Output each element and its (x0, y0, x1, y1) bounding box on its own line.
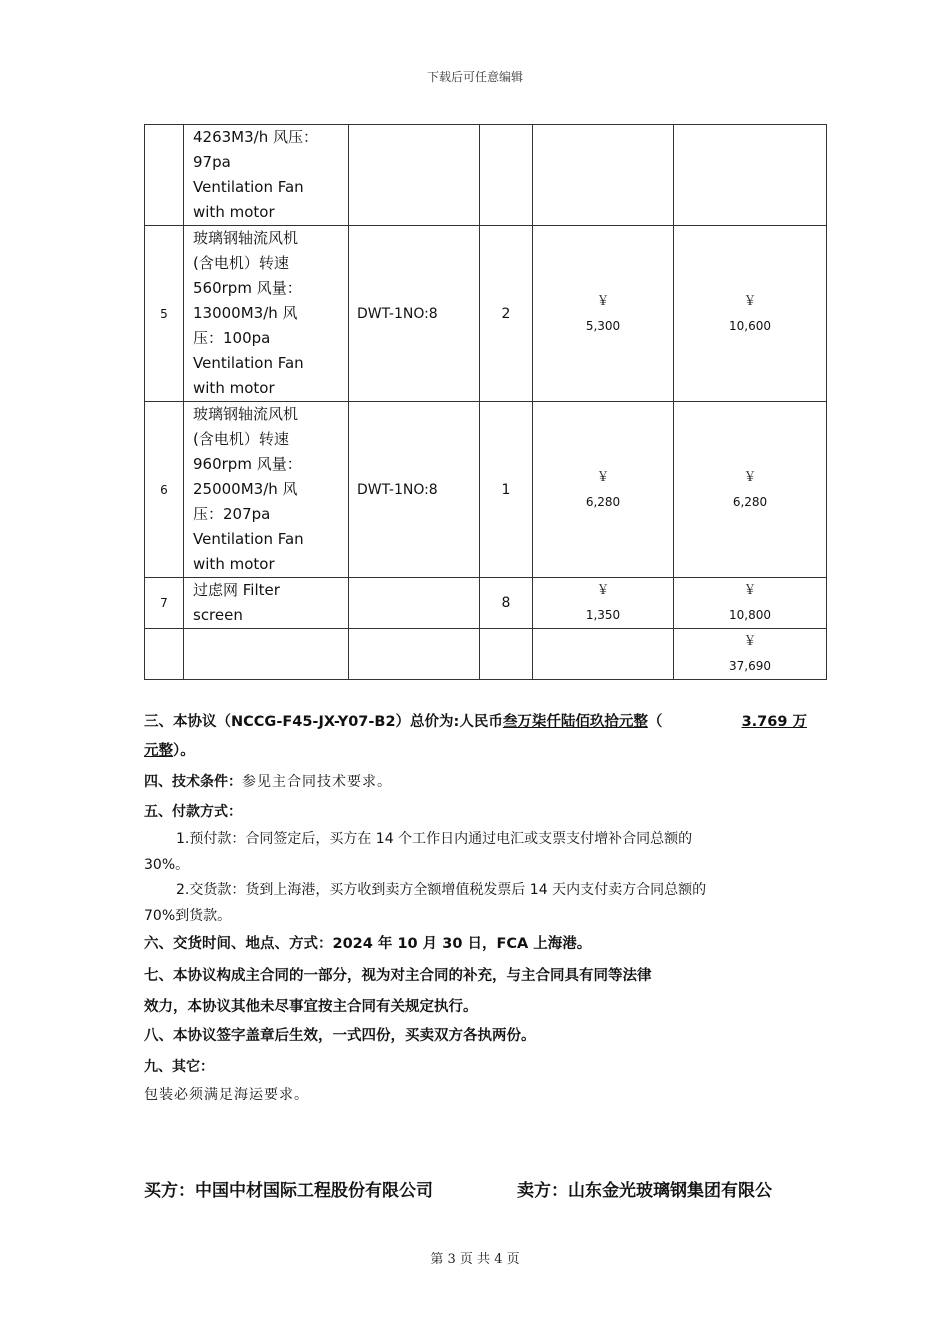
description-line: with motor (193, 203, 275, 221)
total-price: 10,800 (729, 608, 771, 622)
description-line: with motor (193, 555, 275, 573)
clause-3 (144, 708, 807, 766)
yen-symbol: ￥ (743, 583, 757, 598)
table-row (145, 226, 827, 402)
yen-symbol: ￥ (596, 583, 610, 598)
clause-3-amount-num: 3.769 万 (741, 714, 807, 730)
clause-8: 八、本协议签字盖章后生效，一式四份，买卖双方各执两份。 (144, 1028, 536, 1044)
yen-symbol: ￥ (596, 293, 610, 309)
cell-unit-price (533, 402, 674, 578)
total-price: 37,690 (729, 659, 771, 673)
description-line: 过虑网 Filter (193, 581, 280, 599)
item-no: 7 (160, 596, 168, 610)
buyer-signature: 买方：中国中材国际工程股份有限公司 (144, 1181, 433, 1201)
cell-item-no (145, 226, 184, 402)
description-line: screen (193, 606, 243, 624)
cell-item-no (145, 629, 184, 680)
unit-price: 1,350 (585, 608, 621, 622)
clause-4-label: 四、技术条件： (144, 774, 242, 790)
cell-description (184, 629, 349, 680)
description-line: 13000M3/h 风 (193, 304, 298, 322)
model: DWT-1NO:8 (357, 305, 438, 322)
cell-quantity (480, 578, 533, 629)
clause-4-text: 参见主合同技术要求。 (242, 774, 392, 790)
description-line: Ventilation Fan (193, 178, 304, 196)
clause-3-amount-unit: 元整 (144, 743, 173, 759)
description-line: Ventilation Fan (193, 354, 304, 372)
clause-5-item-2 (144, 877, 807, 929)
cell-quantity (480, 629, 533, 680)
clause-7-line-a: 七、本协议构成主合同的一部分，视为对主合同的补充，与主合同具有同等法律 (144, 968, 652, 984)
description-line: 960rpm 风量： (193, 455, 302, 473)
cell-model (349, 402, 480, 578)
description-line: 4263M3/h 风压： (193, 128, 318, 146)
cell-model (349, 629, 480, 680)
total-price: 10,600 (729, 318, 771, 333)
quantity: 8 (501, 595, 511, 611)
yen-symbol: ￥ (743, 634, 757, 649)
cell-unit-price (533, 629, 674, 680)
cell-total-price (674, 125, 827, 226)
page-header: 下载后可任意编辑 (426, 70, 523, 84)
quantity: 2 (501, 305, 511, 322)
yen-symbol: ￥ (743, 469, 757, 485)
description-line: 压：207pa (193, 505, 271, 523)
table-row (145, 402, 827, 578)
price-table (144, 124, 827, 680)
yen-symbol: ￥ (743, 293, 757, 309)
clause-3-amount-cn: 叁万柒仟陆佰玖拾元整 (502, 714, 648, 730)
description-line: 560rpm 风量： (193, 279, 302, 297)
clause-3-paren-open: （ (647, 714, 663, 730)
model: DWT-1NO:8 (357, 481, 438, 498)
description-line: 25000M3/h 风 (193, 480, 298, 498)
cell-description (184, 578, 349, 629)
cell-total-price (674, 629, 827, 680)
cell-unit-price (533, 578, 674, 629)
description-line: 玻璃钢轴流风机 (193, 229, 299, 247)
cell-unit-price (533, 125, 674, 226)
clause-5-item-2-line-b: 70%到货款。 (144, 908, 232, 924)
clause-7-line-b: 效力，本协议其他未尽事宜按主合同有关规定执行。 (144, 999, 478, 1015)
clause-5-item-1-line-a: 1.预付款：合同签定后，买方在 14 个工作日内通过电汇或支票支付增补合同总额的 (176, 831, 693, 847)
cell-total-price (674, 402, 827, 578)
description-line: 97pa (193, 153, 231, 171)
table-row (145, 578, 827, 629)
item-no: 5 (160, 306, 168, 321)
clause-9-label: 九、其它： (144, 1059, 214, 1075)
clause-5-label: 五、付款方式： (144, 804, 242, 820)
cell-item-no (145, 125, 184, 226)
clause-5-item-2-line-a: 2.交货款：货到上海港，买方收到卖方全额增值税发票后 14 天内支付卖方合同总额的 (176, 882, 707, 898)
description-line: with motor (193, 379, 275, 397)
clause-3-prefix: 三、本协议（NCCG-F45-JX-Y07-B2）总价为:人民币 (144, 714, 503, 730)
clause-5-item-1-line-b: 30%。 (144, 857, 190, 873)
clause-7 (144, 961, 807, 1023)
cell-description (184, 226, 349, 402)
cell-description (184, 402, 349, 578)
total-price: 6,280 (732, 494, 768, 509)
cell-model (349, 578, 480, 629)
cell-quantity (480, 226, 533, 402)
clause-6: 六、交货时间、地点、方式：2024 年 10 月 30 日，FCA 上海港。 (144, 936, 592, 952)
description-line: 玻璃钢轴流风机 (193, 405, 299, 423)
description-line: (含电机）转速 (193, 430, 289, 448)
cell-total-price (674, 226, 827, 402)
yen-symbol: ￥ (596, 469, 610, 485)
cell-model (349, 226, 480, 402)
unit-price: 6,280 (585, 494, 621, 509)
description-line: 压：100pa (193, 329, 271, 347)
clause-4 (144, 770, 807, 794)
cell-quantity (480, 125, 533, 226)
quantity: 1 (501, 481, 511, 498)
description-line: Ventilation Fan (193, 530, 304, 548)
cell-model (349, 125, 480, 226)
cell-unit-price (533, 226, 674, 402)
seller-signature: 卖方：山东金光玻璃钢集团有限公 (517, 1181, 772, 1201)
page-footer: 第 3 页 共 4 页 (430, 1252, 520, 1267)
cell-total-price (674, 578, 827, 629)
table-row (145, 629, 827, 680)
item-no: 6 (160, 482, 168, 497)
clause-9-text: 包装必须满足海运要求。 (144, 1087, 309, 1103)
description-line: (含电机）转速 (193, 254, 289, 272)
clause-5-item-1 (144, 826, 807, 878)
unit-price: 5,300 (585, 318, 621, 333)
cell-quantity (480, 402, 533, 578)
clause-3-paren-close: ）。 (173, 743, 195, 759)
table-row (145, 125, 827, 226)
cell-item-no (145, 578, 184, 629)
cell-item-no (145, 402, 184, 578)
cell-description (184, 125, 349, 226)
